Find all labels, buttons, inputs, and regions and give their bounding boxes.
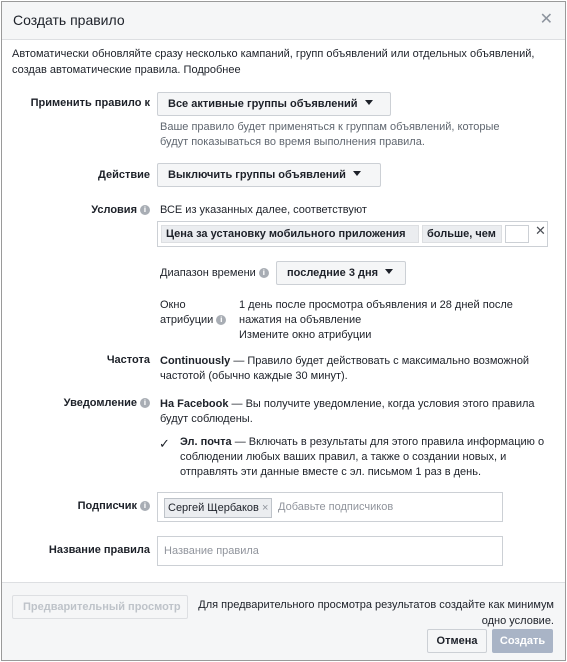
frequency-text (160, 354, 540, 384)
caret-down-icon (385, 269, 393, 274)
email-checkbox[interactable]: ✓ (159, 437, 170, 452)
preview-hint-line2: одно условие. (481, 615, 554, 627)
email-option-text (180, 435, 555, 480)
notification-label-wrap (12, 397, 150, 409)
subscriber-token-label: Сергей Щербаков (168, 502, 259, 514)
remove-condition-icon[interactable]: ✕ (535, 224, 546, 239)
apply-rule-dropdown[interactable] (157, 92, 391, 116)
attribution-text (239, 298, 539, 343)
preview-hint-line1: Для предварительного просмотра результатов создайте как минимум (198, 599, 554, 611)
preview-button[interactable]: Предварительный просмотр (12, 595, 188, 619)
info-icon[interactable]: i (216, 315, 226, 325)
condition-row (157, 221, 548, 247)
action-dropdown[interactable] (157, 163, 381, 187)
subscriber-input[interactable] (157, 492, 503, 522)
frequency-strong: Continuously (160, 355, 231, 367)
attribution-label-wrap (160, 298, 226, 328)
preview-hint (194, 597, 554, 629)
apply-rule-help: Ваше правило будет применяться к группам объявлений, которые будут показываться во время выполнения правила. (160, 121, 500, 148)
time-range-label-wrap (160, 267, 269, 279)
conditions-label-wrap (12, 204, 150, 216)
caret-down-icon (365, 100, 373, 105)
close-icon[interactable]: ✕ (539, 11, 553, 28)
apply-rule-value: Все активные группы объявлений (168, 98, 358, 110)
remove-token-icon[interactable]: × (261, 502, 269, 514)
attribution-text-line1: 1 день после просмотра объявления и 28 дней после (239, 299, 513, 311)
notification-text (160, 397, 540, 427)
time-range-label: Диапазон времени (160, 267, 256, 279)
rule-name-input[interactable]: Название правила (157, 536, 503, 566)
notification-text-line1: — Вы получите уведомление, когда условия этого правила (228, 398, 535, 410)
create-button[interactable]: Создать (492, 629, 553, 653)
email-text-line1: — Включать в результаты для этого правила информацию о (231, 436, 545, 448)
create-rule-dialog (1, 1, 566, 661)
notification-strong: На Facebook (160, 398, 229, 410)
caret-down-icon (353, 171, 361, 176)
dialog-title: Создать правило (13, 12, 125, 28)
attribution-label-line1: Окно (160, 299, 186, 311)
action-value: Выключить группы объявлений (168, 169, 346, 181)
subscriber-label-wrap (12, 500, 150, 512)
intro-text: Автоматически обновляйте сразу несколько кампаний, групп объявлений или отдельных объявлений, создав автоматические правила. Подробнее (12, 48, 535, 76)
condition-operator[interactable]: больше, чем (422, 225, 502, 243)
notification-label: Уведомление (63, 397, 137, 409)
info-icon[interactable]: i (259, 268, 269, 278)
attribution-change-link[interactable]: Измените окно атрибуции (239, 329, 372, 341)
info-icon[interactable]: i (140, 205, 150, 215)
email-text-line3: отправлять эти данные вместе с эл. письмом 1 раз в день. (180, 466, 482, 478)
time-range-value: последние 3 дня (287, 267, 379, 279)
subscriber-placeholder: Добавьте подписчиков (278, 501, 394, 513)
action-label: Действие (98, 169, 150, 181)
frequency-label: Частота (106, 354, 150, 366)
attribution-label-line2: атрибуции (160, 314, 214, 326)
frequency-text-line2: частотой (обычно каждые 30 минут). (160, 370, 348, 382)
info-icon[interactable]: i (140, 501, 150, 511)
subscriber-label: Подписчик (77, 500, 137, 512)
condition-value-input[interactable] (505, 225, 529, 243)
condition-metric[interactable]: Цена за установку мобильного приложения (161, 225, 419, 243)
notification-text-line2: будут соблюдены. (160, 413, 253, 425)
rule-name-label: Название правила (48, 544, 150, 556)
email-text-line2: соблюдении любых ваших правил, а также о создании новых, и (180, 451, 507, 463)
apply-rule-label: Применить правило к (30, 97, 150, 109)
conditions-summary: ВСЕ из указанных далее, соответствуют (160, 204, 367, 216)
info-icon[interactable]: i (140, 398, 150, 408)
dialog-footer (2, 582, 565, 660)
frequency-text-line1: — Правило будет действовать с максимально возможной (230, 355, 530, 367)
subscriber-token[interactable] (164, 498, 272, 518)
conditions-label: Условия (91, 204, 137, 216)
attribution-text-line2: нажатия на объявление (239, 314, 362, 326)
dialog-header (2, 2, 565, 40)
email-strong: Эл. почта (180, 436, 232, 448)
time-range-dropdown[interactable] (276, 261, 406, 285)
cancel-button[interactable]: Отмена (427, 629, 487, 653)
